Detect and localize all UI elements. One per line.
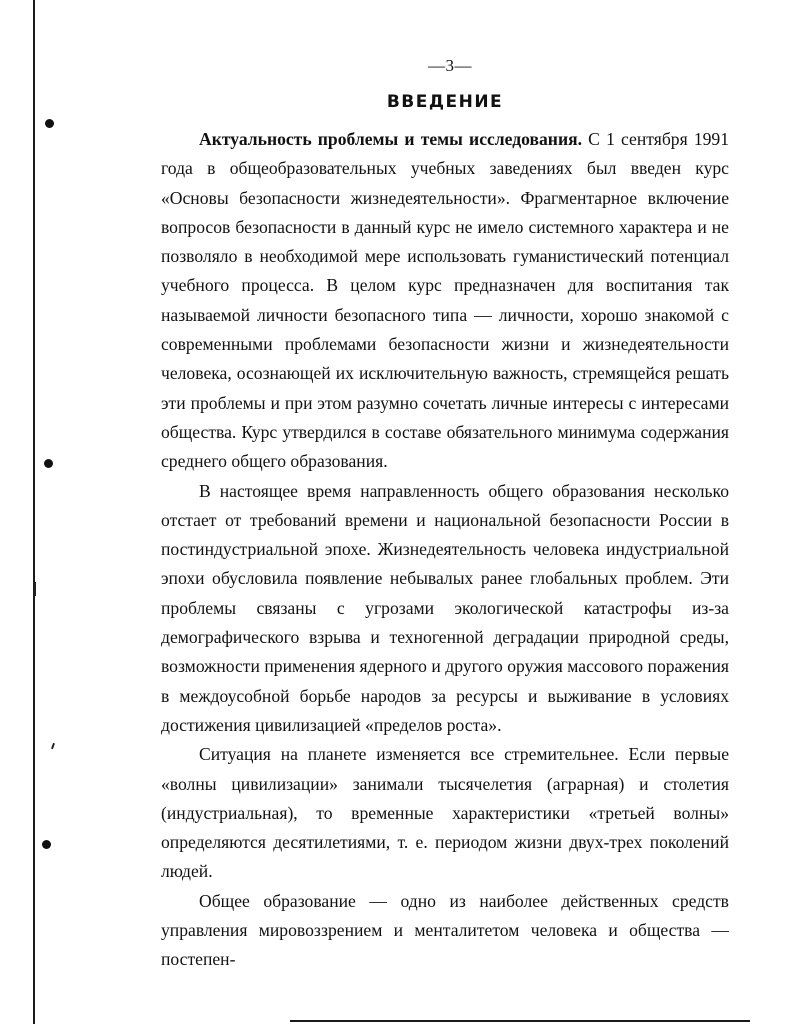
- scan-speck: [34, 582, 36, 596]
- section-heading: ВВЕДЕНИЕ: [386, 92, 504, 112]
- scan-speck: [51, 743, 55, 749]
- punch-hole-2: [44, 459, 53, 468]
- punch-hole-1: [45, 119, 54, 128]
- paragraph: [161, 125, 729, 477]
- paragraph: В настоящее время направленность общего образования несколько отстает от требований времени и национальной безопасности России в постиндустриальной эпохе. Жизнедеятельность человека индустриальной эпохи обусловила появление небывалых ранее глобальных проблем. Эти проблемы связаны с угрозами экологической катастрофы из-за демографического взрыва и техногенной деградации природной среды, возможности применения ядерного и другого оружия массового поражения в междоусобной борьбе народов за ресурсы и выживание в условиях достижения цивилизацией «пределов роста».: [161, 480, 729, 735]
- body-text: [161, 125, 729, 975]
- punch-hole-3: [42, 840, 51, 849]
- page-number: —3—: [428, 56, 472, 75]
- paragraph: Общее образование — одно из наиболее действенных средств управления мировоззрением и менталитетом человека и общества — постепен-: [161, 890, 729, 970]
- scan-edge-bottom: [290, 1020, 750, 1022]
- paragraph-text: С 1 сентября 1991 года в общеобразовательных учебных заведениях был введен курс «Основы безопасности жизнедеятельности». Фрагментарное включение вопросов безопасности в данный курс не имело системного характера и не позволяло в необходимой мере использовать гуманистический потенциал учебного процесса. В целом курс предназначен для воспитания так называемой личности безопасного типа — личности, хорошо знакомой с современными проблемами безопасности жизни и жизнедеятельности человека, осознающей их исключительную важность, стремящейся решать эти проблемы и при этом разумно сочетать личные интересы с интересами общества. Курс утвердился в составе обязательного минимума содержания среднего общего образования.: [161, 129, 730, 472]
- scan-edge-left: [33, 0, 35, 1024]
- paragraph: Ситуация на планете изменяется все стремительнее. Если первые «волны цивилизации» занимали тысячелетия (аграрная) и столетия (индустриальная), то временные характеристики «третьей волны» определяются десятилетиями, т. е. периодом жизни двух-трех поколений людей.: [161, 744, 729, 882]
- paragraph-lead: Актуальность проблемы и темы исследования.: [199, 129, 583, 149]
